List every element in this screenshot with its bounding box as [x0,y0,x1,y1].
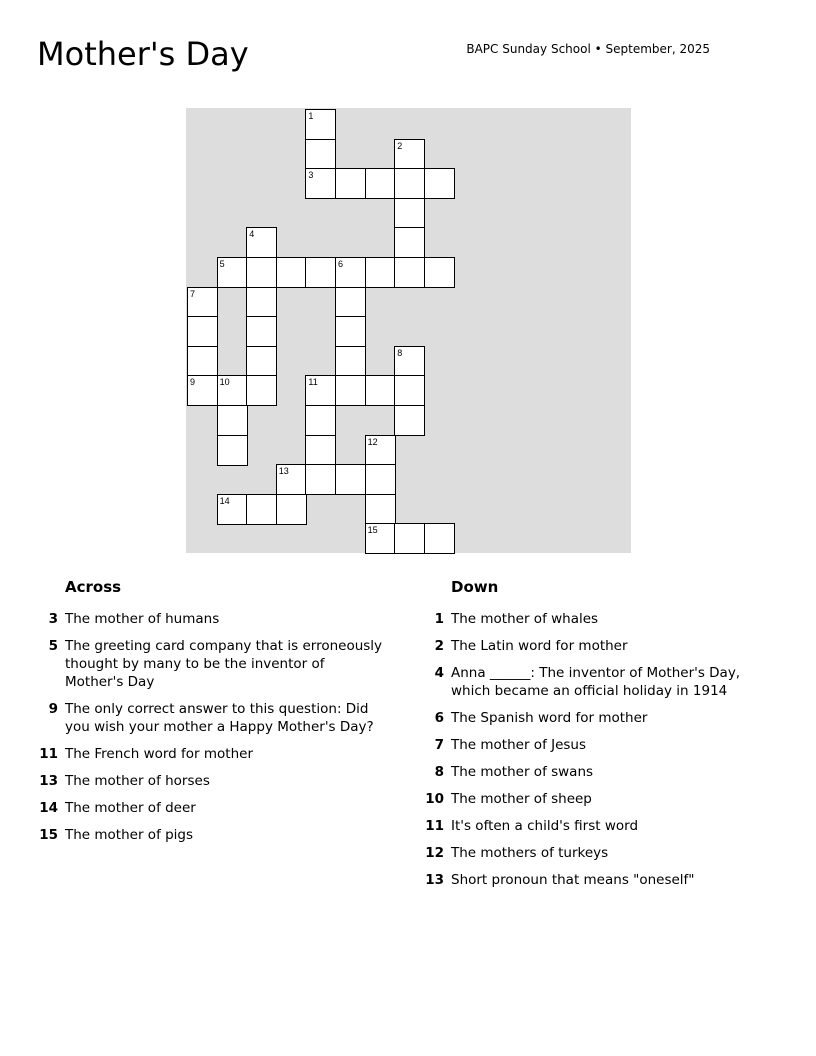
down-clue [423,610,783,628]
across-clue [37,772,387,790]
cell-number: 2 [397,140,403,151]
across-clue-list [37,610,387,844]
cell-number: 1 [308,111,314,121]
clue-number: 8 [434,764,444,780]
cell-number: 15 [367,525,378,536]
clue-number: 11 [425,818,444,834]
clue-number: 12 [425,845,444,861]
down-clue [423,637,783,655]
down-clue [423,736,783,754]
cell-number: 14 [219,495,230,506]
crossword-cell[interactable] [335,375,366,406]
clue-text: The mother of deer [65,800,196,816]
cell-number: 13 [278,466,289,477]
crossword-cell[interactable] [217,257,248,288]
crossword-cell[interactable] [276,257,307,288]
crossword-cell[interactable] [335,316,366,347]
across-clues [37,576,387,853]
clue-number: 14 [39,800,58,816]
down-clue [423,664,783,700]
crossword-cell[interactable] [187,346,218,377]
page-subtitle: BAPC Sunday School • September, 2025 [466,42,710,56]
cell-number: 11 [308,377,318,388]
crossword-cell[interactable] [424,257,455,288]
down-clue-list [423,610,783,889]
clue-number: 4 [434,665,444,681]
crossword-cell[interactable] [335,257,366,288]
crossword-cell[interactable] [394,139,425,170]
cell-number: 6 [338,259,344,269]
down-clue [423,709,783,727]
crossword-cell[interactable] [246,494,277,525]
crossword-cell[interactable] [305,464,336,495]
crossword-cell[interactable] [394,168,425,199]
crossword-cell[interactable] [394,257,425,288]
clue-text: The mothers of turkeys [451,845,609,861]
down-clue [423,763,783,781]
crossword-cell[interactable] [394,375,425,406]
cell-number: 5 [219,259,225,269]
clue-number: 1 [434,611,444,627]
clue-number: 9 [48,701,58,717]
clue-text: The Spanish word for mother [451,710,648,726]
crossword-cell[interactable] [394,523,425,554]
clue-text: It's often a child's first word [451,818,639,834]
down-clue [423,871,783,889]
cell-number: 7 [190,288,196,299]
crossword-cell[interactable] [424,168,455,199]
crossword-cell[interactable] [394,198,425,229]
clue-number: 13 [425,872,444,888]
crossword-cell[interactable] [246,287,277,318]
cell-number: 10 [219,377,230,388]
across-clue [37,637,387,691]
across-clue [37,610,387,628]
clue-text: The Latin word for mother [451,638,628,654]
crossword-cell[interactable] [217,435,248,466]
cell-number: 8 [397,347,403,358]
crossword-cell[interactable] [365,464,396,495]
clue-number: 10 [425,791,444,807]
crossword-cell[interactable] [394,227,425,258]
clue-text: The mother of swans [451,764,594,780]
crossword-cell[interactable] [365,375,396,406]
crossword-cell[interactable] [217,494,248,525]
crossword-cell[interactable] [246,346,277,377]
crossword-cell[interactable] [365,257,396,288]
across-clue [37,826,387,844]
crossword-grid [186,108,631,553]
crossword-cell[interactable] [246,375,277,406]
crossword-cell[interactable] [305,435,336,466]
clue-text: The French word for mother [65,746,254,762]
crossword-cell[interactable] [276,464,307,495]
down-clues [423,576,783,898]
clue-text: The mother of pigs [65,827,194,843]
clue-text: Anna ______: The inventor of Mother's Day, which became an official holiday in 1914 [451,665,741,699]
crossword-cell[interactable] [335,287,366,318]
clue-number: 5 [48,638,58,654]
across-clue [37,745,387,763]
clue-text: The only correct answer to this question: Did you wish your mother a Happy Mother's Day? [65,701,374,735]
crossword-cell[interactable] [305,405,336,436]
crossword-cell[interactable] [394,346,425,377]
across-clue [37,799,387,817]
crossword-cell[interactable] [365,168,396,199]
crossword-cell[interactable] [335,346,366,377]
across-heading: Across [65,578,122,596]
clue-number: 3 [48,611,58,627]
crossword-cell[interactable] [217,375,248,406]
crossword-cell[interactable] [246,257,277,288]
clue-number: 11 [39,746,58,762]
clue-number: 7 [434,737,444,753]
clue-number: 15 [39,827,58,843]
crossword-cell[interactable] [305,257,336,288]
crossword-cell[interactable] [187,375,218,406]
cell-number: 9 [190,377,196,388]
cell-number: 4 [249,229,255,240]
clue-text: The mother of sheep [451,791,592,807]
page-title: Mother's Day [37,35,249,73]
crossword-cell[interactable] [365,523,396,554]
down-clue [423,817,783,835]
clue-number: 13 [39,773,58,789]
cell-number: 3 [308,170,314,181]
clue-text: The mother of whales [451,611,599,627]
crossword-cell[interactable] [335,168,366,199]
crossword-cell[interactable] [394,405,425,436]
clue-number: 6 [434,710,444,726]
crossword-cell[interactable] [424,523,455,554]
crossword-cell[interactable] [187,316,218,347]
clue-text: The mother of horses [65,773,210,789]
down-heading: Down [451,578,499,596]
clue-text: The mother of humans [65,611,220,627]
crossword-cell[interactable] [305,109,336,140]
across-clue [37,700,387,736]
crossword-cell[interactable] [305,139,336,170]
crossword-cell[interactable] [217,405,248,436]
clue-text: The mother of Jesus [451,737,587,753]
down-clue [423,790,783,808]
crossword-cell[interactable] [276,494,307,525]
crossword-cell[interactable] [187,287,218,318]
crossword-cell[interactable] [246,316,277,347]
crossword-cell[interactable] [305,168,336,199]
down-clue [423,844,783,862]
cell-number: 12 [367,436,378,447]
crossword-cell[interactable] [365,435,396,466]
crossword-cell[interactable] [335,464,366,495]
crossword-cell[interactable] [246,227,277,258]
crossword-cell[interactable] [305,375,336,406]
clue-text: The greeting card company that is erroneously thought by many to be the inventor of Mother's Day [65,638,383,690]
crossword-cell[interactable] [365,494,396,525]
clue-text: Short pronoun that means "oneself" [451,872,695,888]
clue-number: 2 [434,638,444,654]
